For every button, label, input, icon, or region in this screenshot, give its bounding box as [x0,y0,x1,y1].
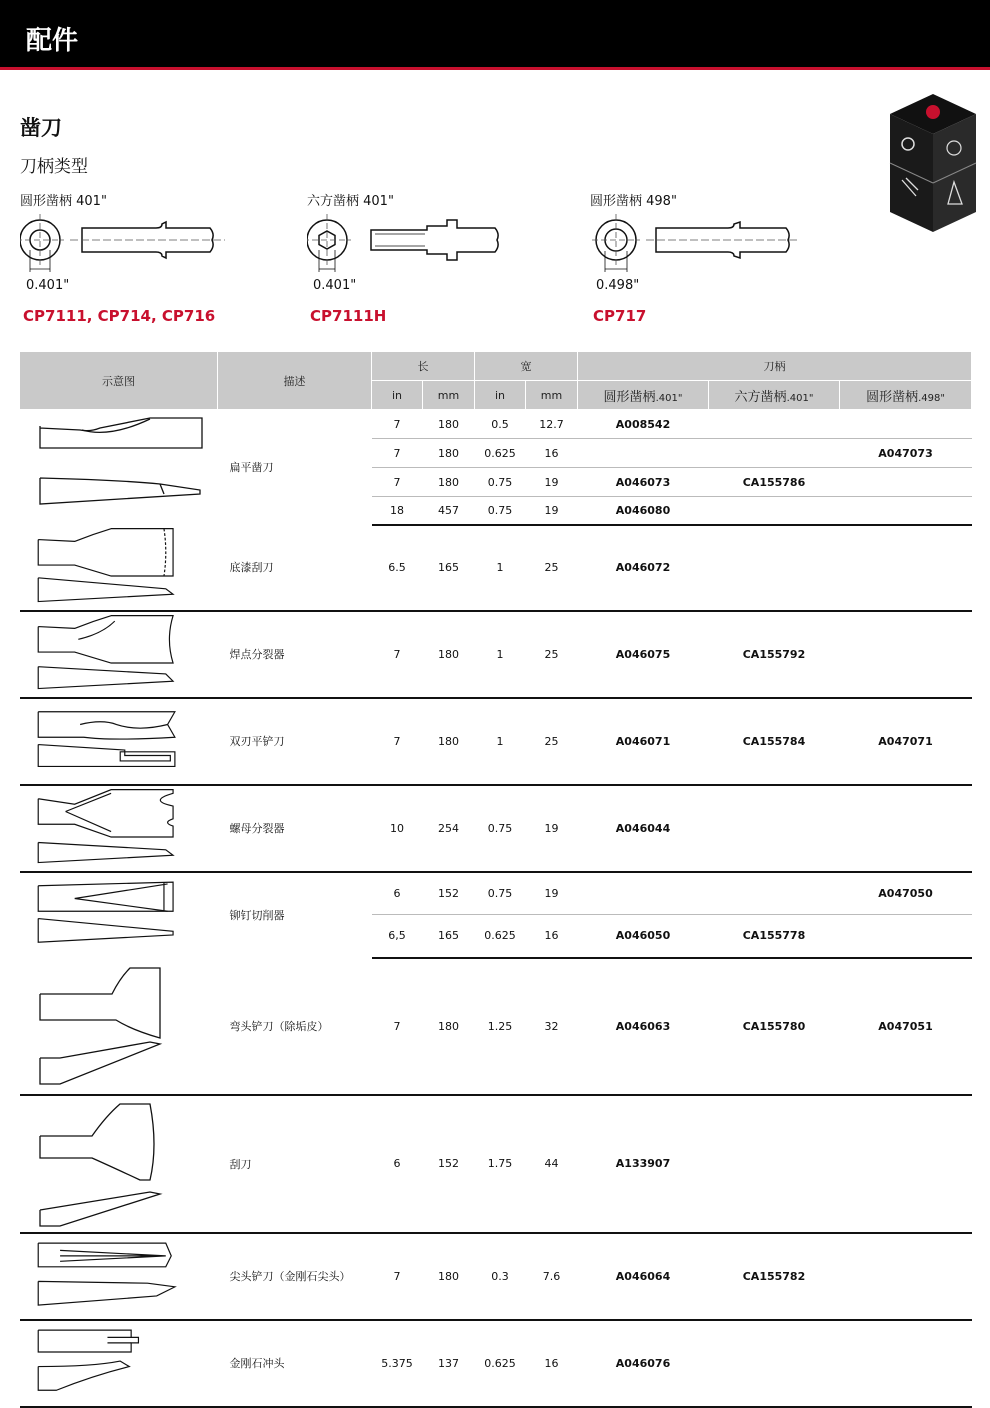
width-in: 1.25 [475,958,526,1095]
chisel-diagram [20,1095,218,1233]
part-round-498 [840,525,972,611]
length-mm: 180 [423,439,475,468]
chisel-double-icon [20,699,216,781]
chisel-diagram [20,525,218,611]
header-title: 配件 [26,26,79,56]
part-round-401: A046076 [578,1320,709,1407]
category-cube-icon [888,92,978,237]
chisel-diagram [20,698,218,785]
chisel-diagram [20,1320,218,1407]
header-shank-name: 圆形凿柄 [866,389,919,405]
chisel-scraper-icon [20,525,216,607]
part-round-498 [840,611,972,698]
header-length-mm: mm [423,381,475,410]
header-shank-size: .401" [786,392,814,404]
width-mm: 12.7 [526,410,578,439]
header-shank-name: 六方凿柄 [734,389,787,405]
length-in: 7 [372,611,423,698]
part-round-498 [840,1233,972,1320]
part-hex-401: CA155778 [709,915,840,958]
part-hex-401 [709,497,840,525]
header-bar [0,0,990,70]
length-mm: 457 [423,497,475,525]
length-mm: 180 [423,468,475,497]
chisel-description: 螺母分裂器 [218,785,372,872]
chisel-description: 刮刀 [218,1095,372,1233]
shank-label: 六方凿柄 401" [307,194,394,209]
width-mm: 32 [526,958,578,1095]
header-width: 宽 [475,352,578,381]
part-round-498: A047050 [840,872,972,915]
part-hex-401: CA155786 [709,468,840,497]
length-in: 18 [372,497,423,525]
part-hex-401 [709,872,840,915]
width-in: 0.75 [475,872,526,915]
shank-dimension: 0.401" [313,278,357,293]
chisel-diagram [20,1233,218,1320]
width-in: 0.75 [475,497,526,525]
header-shank-hex-401 [709,381,840,410]
chisel-spot-icon [20,612,216,694]
section-subtitle: 刀柄类型 [20,157,88,177]
shank-models: CP717 [593,307,647,325]
shank-label: 圆形凿柄 401" [20,194,107,209]
shank-round-498-diagram [590,210,870,280]
part-round-498 [840,915,972,958]
shank-models: CP7111, CP714, CP716 [23,307,216,325]
header-shank-name: 圆形凿柄 [603,389,656,405]
shank-round-diagram [20,210,300,280]
table-row [20,1233,972,1320]
part-round-498 [840,410,972,439]
chisel-rivet-icon [20,873,216,955]
width-in: 1.75 [475,1095,526,1233]
part-round-401: A046075 [578,611,709,698]
shank-dimension: 0.498" [596,278,640,293]
chisel-diagram [20,958,218,1095]
part-round-401: A046044 [578,785,709,872]
header-width-mm: mm [526,381,578,410]
length-mm: 165 [423,525,475,611]
chisel-description: 尖头铲刀（金刚石尖头） [218,1233,372,1320]
chisel-bent-icon [20,958,216,1091]
table-row [20,410,972,439]
width-mm: 25 [526,611,578,698]
part-round-401: A046073 [578,468,709,497]
table-row [20,1095,972,1233]
section-title: 凿刀 [20,116,62,140]
length-in: 7 [372,698,423,785]
part-round-401: A046050 [578,915,709,958]
width-in: 0.75 [475,468,526,497]
part-hex-401 [709,785,840,872]
part-round-401: A046071 [578,698,709,785]
header-shank: 刀柄 [578,352,972,381]
width-mm: 16 [526,439,578,468]
chisel-wide-icon [20,1096,216,1229]
width-mm: 16 [526,915,578,958]
length-mm: 137 [423,1320,475,1407]
shank-label: 圆形凿柄 498" [590,194,677,209]
part-round-498 [840,1095,972,1233]
part-round-498 [840,1320,972,1407]
table-row [20,785,972,872]
chisel-description: 底漆刮刀 [218,525,372,611]
chisel-spec-table [19,351,972,1408]
part-hex-401: CA155782 [709,1233,840,1320]
header-diagram: 示意图 [20,352,218,410]
length-in: 6,5 [372,915,423,958]
chisel-diagram [20,785,218,872]
length-in: 6 [372,872,423,915]
part-round-401: A046072 [578,525,709,611]
width-mm: 16 [526,1320,578,1407]
part-round-498 [840,468,972,497]
shank-hex-diagram [307,210,587,280]
width-in: 1 [475,698,526,785]
part-round-401: A046063 [578,958,709,1095]
length-in: 7 [372,410,423,439]
length-mm: 152 [423,872,475,915]
part-round-401: A008542 [578,410,709,439]
length-in: 7 [372,468,423,497]
length-in: 7 [372,1233,423,1320]
length-mm: 180 [423,698,475,785]
chisel-nut-icon [20,786,216,868]
length-mm: 180 [423,410,475,439]
table-row [20,1320,972,1407]
part-round-498 [840,785,972,872]
length-mm: 180 [423,958,475,1095]
width-in: 0.3 [475,1233,526,1320]
length-in: 7 [372,958,423,1095]
length-mm: 180 [423,611,475,698]
part-hex-401 [709,439,840,468]
width-mm: 19 [526,785,578,872]
length-mm: 180 [423,1233,475,1320]
chisel-diamond-icon [20,1234,216,1316]
width-mm: 44 [526,1095,578,1233]
part-round-498 [840,497,972,525]
part-hex-401 [709,410,840,439]
shank-models: CP7111H [310,307,387,325]
chisel-punch-icon [20,1321,216,1403]
part-hex-401 [709,525,840,611]
chisel-description: 扁平凿刀 [229,461,274,475]
width-mm: 25 [526,698,578,785]
chisel-description: 弯头铲刀（除垢皮） [218,958,372,1095]
width-mm: 25 [526,525,578,611]
part-hex-401: CA155792 [709,611,840,698]
chisel-diagram [20,611,218,698]
part-hex-401 [709,1095,840,1233]
header-accent-line [0,67,990,70]
shank-dimension: 0.401" [26,278,70,293]
chisel-description: 金刚石冲头 [218,1320,372,1407]
chisel-flat-icon [20,410,216,521]
part-round-498: A047073 [840,439,972,468]
length-in: 7 [372,439,423,468]
width-in: 0.75 [475,785,526,872]
header-shank-round-498 [840,381,972,410]
length-in: 6 [372,1095,423,1233]
part-hex-401: CA155780 [709,958,840,1095]
part-hex-401 [709,1320,840,1407]
chisel-diagram [20,872,218,958]
length-mm: 152 [423,1095,475,1233]
chisel-description: 双刃平铲刀 [218,698,372,785]
chisel-diagram [20,410,218,525]
table-row [20,872,972,915]
width-in: 0.625 [475,439,526,468]
part-round-401 [578,872,709,915]
width-in: 0.625 [475,915,526,958]
part-round-401 [578,439,709,468]
shank-hex-401 [307,190,587,330]
header-length: 长 [372,352,475,381]
header-description: 描述 [218,352,372,410]
table-row [20,958,972,1095]
length-mm: 254 [423,785,475,872]
width-in: 0.5 [475,410,526,439]
chisel-description: 焊点分裂器 [218,611,372,698]
width-mm: 19 [526,497,578,525]
header-length-in: in [372,381,423,410]
width-mm: 7.6 [526,1233,578,1320]
part-hex-401: CA155784 [709,698,840,785]
width-in: 1 [475,611,526,698]
part-round-401: A046064 [578,1233,709,1320]
width-in: 1 [475,525,526,611]
shank-round-498 [590,190,870,330]
part-round-498: A047051 [840,958,972,1095]
header-width-in: in [475,381,526,410]
width-mm: 19 [526,872,578,915]
length-in: 10 [372,785,423,872]
width-mm: 19 [526,468,578,497]
part-round-401: A133907 [578,1095,709,1233]
header-shank-size: .498" [918,392,945,404]
header-shank-round-401 [578,381,709,410]
part-round-401: A046080 [578,497,709,525]
length-mm: 165 [423,915,475,958]
shank-round-401 [20,190,300,330]
length-in: 5.375 [372,1320,423,1407]
part-round-498: A047071 [840,698,972,785]
table-row [20,525,972,611]
width-in: 0.625 [475,1320,526,1407]
table-row [20,611,972,698]
length-in: 6.5 [372,525,423,611]
table-row [20,698,972,785]
header-shank-size: .401" [655,392,683,404]
chisel-description: 铆钉切削器 [229,909,285,922]
